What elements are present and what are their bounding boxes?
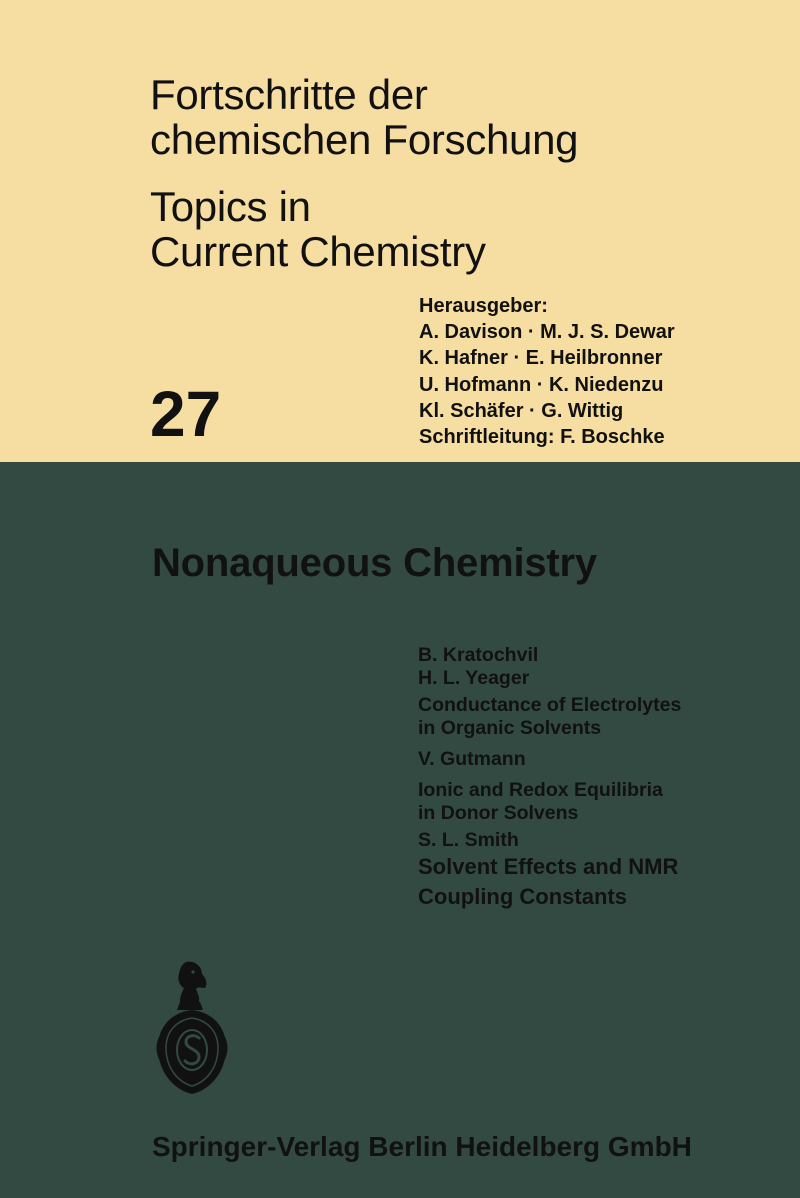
contents-author: B. Kratochvil [418, 644, 539, 666]
series-subtitle [150, 184, 486, 274]
editors-line-3: U. Hofmann · K. Niedenzu [419, 373, 664, 396]
contents-author: V. Gutmann [418, 748, 526, 770]
series-title [150, 72, 578, 162]
publisher-name: Springer-Verlag Berlin Heidelberg GmbH [152, 1131, 692, 1162]
contents-title: Coupling Constants [418, 884, 627, 909]
editors-line-2: K. Hafner · E. Heilbronner [419, 347, 663, 370]
contents-title: Conductance of Electrolytes [418, 694, 682, 716]
contents-list [418, 644, 681, 912]
series-subtitle-line-2: Current Chemistry [150, 228, 486, 275]
contents-title: Ionic and Redox Equilibria [418, 779, 663, 801]
contents-title: in Organic Solvents [418, 717, 602, 739]
contents-author: S. L. Smith [418, 829, 519, 851]
contents-author: H. L. Yeager [418, 667, 530, 689]
series-title-line-1: Fortschritte der [150, 71, 428, 118]
editorial-line: Schriftleitung: F. Boschke [419, 426, 665, 449]
contents-title: Solvent Effects and NMR [418, 854, 679, 879]
editors-block [419, 293, 675, 450]
editors-line-4: Kl. Schäfer · G. Wittig [419, 399, 624, 422]
contents-title: in Donor Solvens [418, 802, 579, 824]
springer-knight-logo-icon [150, 958, 234, 1098]
volume-number: 27 [150, 378, 222, 450]
editors-heading: Herausgeber: [419, 295, 548, 317]
cover-top-panel [0, 0, 800, 462]
series-subtitle-line-1: Topics in [150, 183, 311, 230]
book-title: Nonaqueous Chemistry [152, 541, 597, 585]
series-title-line-2: chemischen Forschung [150, 116, 579, 163]
editors-line-1: A. Davison · M. J. S. Dewar [419, 321, 675, 344]
